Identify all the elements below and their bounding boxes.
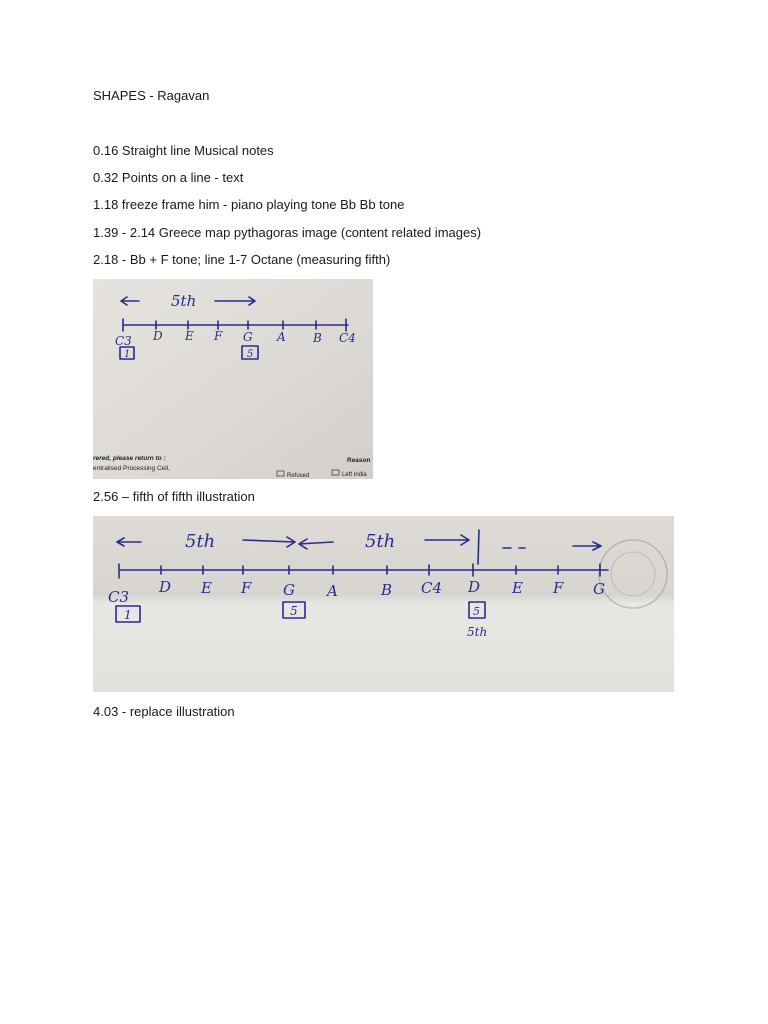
printed-left-india: Left India xyxy=(342,472,367,478)
photo-fifth-of-fifth xyxy=(93,516,674,692)
box-degree-1-label: 1 xyxy=(124,608,132,622)
printed-return: rered, please return to : xyxy=(93,455,166,462)
caption-fifth-of-fifth: 2.56 – fifth of fifth illustration xyxy=(93,489,255,504)
note-line-1: 0.16 Straight line Musical notes xyxy=(93,143,274,158)
note-line-5: 2.18 - Bb + F tone; line 1-7 Octane (measuring fifth) xyxy=(93,252,391,267)
note-e: E xyxy=(201,579,212,597)
printed-cell: entralised Processing Cell, xyxy=(93,465,170,472)
note-e-upper: E xyxy=(512,579,523,597)
note-f: F xyxy=(214,329,223,343)
note-d: D xyxy=(159,578,172,596)
note-f: F xyxy=(241,579,252,597)
box-degree-1-label: 1 xyxy=(124,349,131,360)
note-a: A xyxy=(327,582,338,600)
note-f-upper: F xyxy=(553,579,564,597)
note-g: G xyxy=(243,330,253,344)
interval-label-a: 5th xyxy=(185,531,216,552)
printed-refused: Refused xyxy=(287,473,310,479)
caption-replace: 4.03 - replace illustration xyxy=(93,704,235,719)
note-c4: C4 xyxy=(421,579,443,597)
note-line-4: 1.39 - 2.14 Greece map pythagoras image (content related images) xyxy=(93,225,482,240)
box-degree-5-upper-label: 5 xyxy=(473,605,480,618)
note-g-upper: G xyxy=(593,580,605,598)
note-c4: C4 xyxy=(339,331,356,345)
note-g: G xyxy=(283,581,295,599)
note-d-upper: D xyxy=(468,578,481,596)
interval-label-b: 5th xyxy=(365,531,396,552)
interval-label: 5th xyxy=(171,292,197,310)
sub-label-fifth: 5th xyxy=(467,625,488,639)
box-degree-5-label: 5 xyxy=(290,604,298,618)
note-line-2: 0.32 Points on a line - text xyxy=(93,170,244,185)
note-b: B xyxy=(381,581,393,599)
note-b: B xyxy=(313,331,322,345)
printed-reason: Reason xyxy=(347,457,371,464)
document-title: SHAPES - Ragavan xyxy=(93,88,210,103)
photo-octave-line xyxy=(93,279,373,479)
note-d: D xyxy=(153,329,163,343)
note-a: A xyxy=(277,330,286,344)
note-e: E xyxy=(185,329,194,343)
note-line-3: 1.18 freeze frame him - piano playing tone Bb Bb tone xyxy=(93,197,405,212)
note-c3: C3 xyxy=(115,334,132,348)
note-c3: C3 xyxy=(108,588,130,606)
box-degree-5-label: 5 xyxy=(247,349,254,360)
